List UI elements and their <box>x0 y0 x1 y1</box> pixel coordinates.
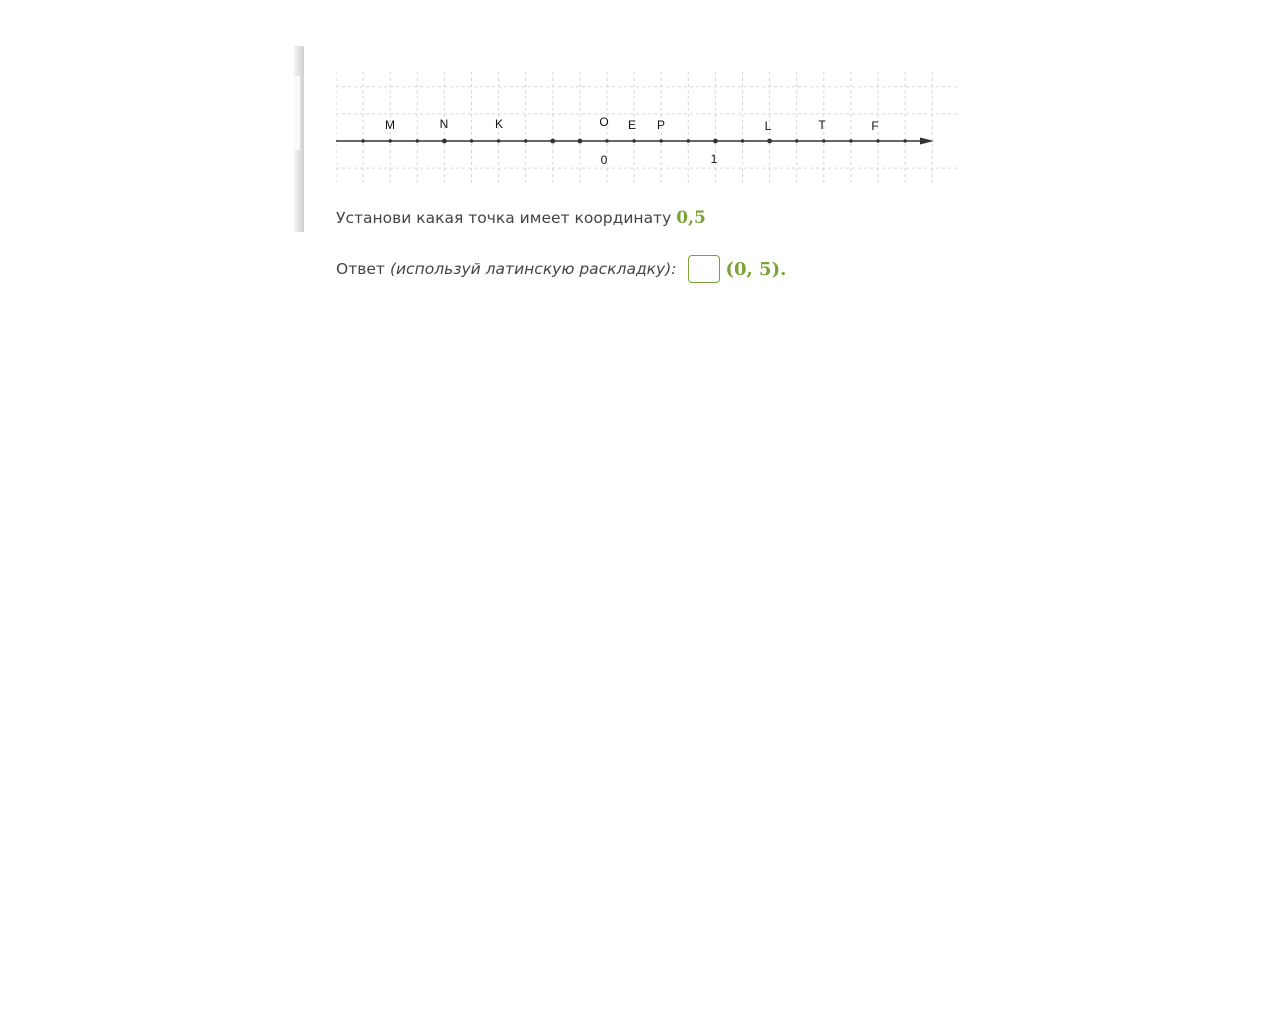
point-label-o: O <box>599 115 609 129</box>
tick-dot <box>767 139 772 144</box>
tick-label-zero: 0 <box>600 153 608 167</box>
tick-label-one: 1 <box>710 152 718 166</box>
answer-label: Ответ <box>336 260 385 278</box>
tick-dot <box>416 139 419 142</box>
point-label-e: E <box>627 118 637 132</box>
tick-dot <box>442 139 447 144</box>
tick-dot <box>497 139 500 142</box>
grid <box>336 72 958 186</box>
question-coordinate: 0,5 <box>676 208 706 228</box>
tick-dot <box>470 139 473 142</box>
tick-dot <box>632 139 635 142</box>
tick-dot <box>361 139 364 142</box>
tick-dot <box>795 139 798 142</box>
point-label-k: K <box>494 117 504 131</box>
tick-dot <box>524 139 527 142</box>
tick-dot <box>687 139 690 142</box>
point-label-t: T <box>818 118 826 132</box>
tick-dot <box>741 139 744 142</box>
number-line-svg <box>336 72 958 186</box>
tick-dot <box>903 139 906 142</box>
question-line <box>336 208 706 228</box>
point-label-m: M <box>385 118 395 132</box>
tick-dot <box>876 139 879 142</box>
tick-dots <box>361 139 906 144</box>
tick-dot <box>660 139 663 142</box>
answer-row <box>336 252 786 286</box>
tick-dot <box>578 139 583 144</box>
answer-input[interactable] <box>688 255 720 283</box>
answer-hint: (используй латинскую раскладку): <box>389 260 677 278</box>
answer-coordinate: (0, 5). <box>725 258 787 280</box>
tick-dot <box>713 139 718 144</box>
number-line-figure <box>336 72 958 186</box>
point-label-n: N <box>439 117 449 131</box>
tick-dot <box>849 139 852 142</box>
tick-dot <box>822 139 825 142</box>
page-edge-shadow <box>294 46 304 232</box>
point-label-p: P <box>656 118 666 132</box>
tick-dot <box>605 139 608 142</box>
tick-dot <box>389 139 392 142</box>
question-text: Установи какая точка имеет координату <box>336 209 672 227</box>
point-label-l: L <box>764 119 772 133</box>
tick-dot <box>550 139 555 144</box>
point-label-f: F <box>871 119 879 133</box>
